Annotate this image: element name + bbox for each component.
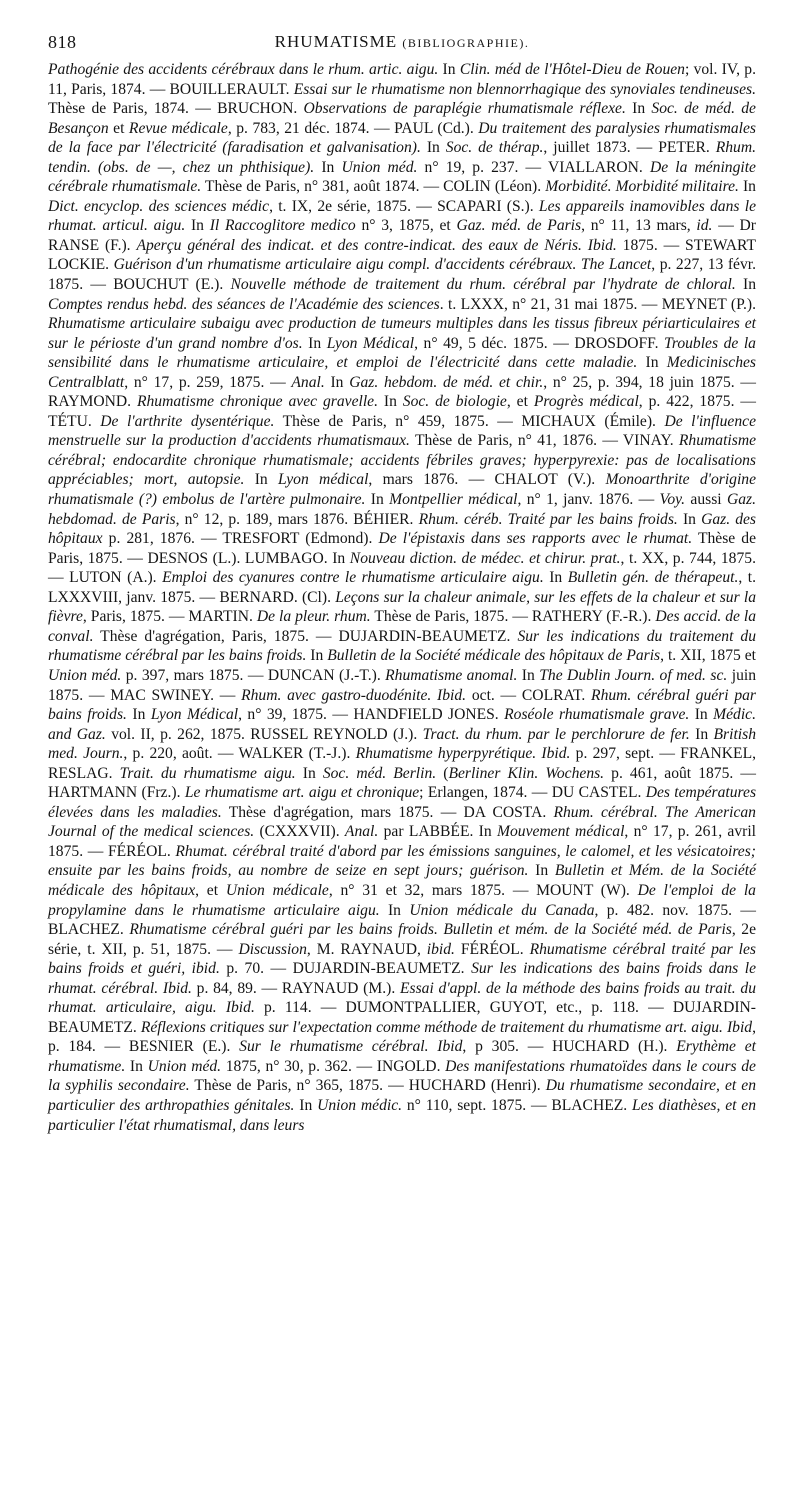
italic-text-segment: Rhum. cérébral. The American Journal of the medical sciences. (48, 803, 756, 841)
italic-text-segment: Soc. de biologie (402, 393, 507, 411)
text-segment: , n° 25, p. 394, 18 juin 1875. — RAYMOND. (48, 373, 756, 411)
text-segment: , p. 422, 1875. — TÉTU. (48, 393, 756, 430)
text-segment: , t. LXXXVIII, janv. 1875. — BERNARD. (Cl). (48, 569, 757, 606)
italic-text-segment: Rhum. céréb. Traité par les bains froids. (418, 510, 678, 528)
text-segment: , n° 31 et 32, mars 1875. — MOUNT (W). (328, 881, 638, 899)
text-segment: In (377, 393, 403, 411)
italic-text-segment: Bulletin de la Société médicale des hôpitaux de Paris (327, 647, 661, 665)
running-title-main: RHUMATISME (274, 32, 398, 51)
italic-text-segment: id. (696, 217, 713, 235)
italic-text-segment: Voy. (659, 491, 686, 509)
italic-text-segment: Clin. méd de l'Hôtel-Dieu de Rouen (459, 61, 685, 78)
italic-text-segment: Rhumatisme articulaire subaigu avec production de tumeurs multiples dans les tissus fibreux périarticulaires et sur le périoste d'un grand nombre d'os. (48, 315, 756, 352)
italic-text-segment: Erythème et rhumatisme. (48, 1038, 756, 1075)
italic-text-segment: Rhumatisme cérébral; endocardite chronique rhumatismale; accidents fébriles graves; hyperpyrexie: pas de localisations appréciables; mort, autopsie. (48, 432, 756, 489)
italic-text-segment: De la méningite cérébrale rhumatismale. (48, 158, 756, 196)
italic-text-segment: British med. Journ. (48, 725, 756, 763)
text-segment: Thèse de Paris, n° 459, 1875. — MICHAUX (Émile). (274, 412, 665, 430)
italic-text-segment: Mouvement médical (497, 823, 625, 841)
text-segment: , n° 39, 1875. — HANDFIELD JONES. (238, 706, 505, 724)
italic-text-segment: Union médicale (225, 881, 329, 899)
text-segment: p. 114. — DUMONTPALLIER, GUYOT, etc., p. 118. — DUJARDIN-BEAUMETZ. (48, 999, 756, 1036)
italic-text-segment: Roséole rhumatismale grave. (504, 706, 690, 724)
italic-text-segment: Essai d'appl. de la méthode des bains froids au trait. du rhumat. articulaire, aigu. Ibid. (48, 979, 756, 1017)
text-segment: , et (506, 393, 534, 411)
text-segment: ; vol. IV, p. 11, Paris, 1874. — BOUILLERAULT. (48, 61, 756, 98)
italic-text-segment: Gaz. des hôpitaux (48, 510, 756, 548)
text-segment: , 2e série, t. XII, p. 51, 1875. — (48, 921, 757, 958)
italic-text-segment: Lyon Médical (150, 706, 239, 724)
text-segment: Thèse de Paris, 1875. — DESNOS (L.). LUMBAGO. In (48, 530, 757, 567)
italic-text-segment: Lyon médical (278, 471, 369, 489)
italic-text-segment: De la pleur. rhum. (256, 608, 371, 626)
italic-text-segment: Leçons sur la chaleur animale, sur les effets de la chaleur et sur la fièvre (48, 588, 757, 626)
italic-text-segment: Rhumat. cérébral traité d'abord par les émissions sanguines, le calomel, et les vésicatoires; ensuite par les bains froids, au nombre de seize en sept jours; guérison. (48, 842, 756, 880)
text-segment: , Paris, 1875. — MARTIN. (82, 608, 257, 626)
text-segment: , p 305. — HUCHARD (H.). (462, 1038, 677, 1056)
text-segment: In (689, 725, 714, 743)
text-segment: , n° 17, p. 261, avril 1875. — FÉRÉOL. (48, 823, 756, 860)
text-segment: 1875, n° 30, p. 362. — INGOLD. (221, 1057, 446, 1075)
italic-text-segment: Nouvelle méthode de traitement du rhum. cérébral par l'hydrate de chloral. (230, 276, 736, 294)
text-segment: Thèse d'agrégation, Paris, 1875. — DUJARDIN-BEAUMETZ. (93, 627, 518, 645)
italic-text-segment: Union méd. (147, 1057, 222, 1075)
running-title-subtitle: (BIBLIOGRAPHIE). (402, 36, 530, 50)
text-segment: , p. 227, 13 févr. 1875. — BOUCHUT (E.). (48, 256, 756, 294)
italic-text-segment: Rhumatisme cérébral traité par les bains froids et guéri, ibid. (48, 940, 756, 978)
text-segment: Thèse de Paris, n° 365, 1875. — HUCHARD (Henri). (189, 1077, 546, 1095)
text-segment: p. 397, mars 1875. — DUNCAN (J.-T.). (121, 666, 386, 684)
text-segment: et (108, 119, 129, 137)
italic-text-segment: Gaz. méd. de Paris (456, 217, 582, 235)
italic-text-segment: Soc. méd. Berlin. (322, 764, 437, 782)
italic-text-segment: Troubles de la sensibilité dans le rhumatisme articulaire, et emploi de l'électricité dans cette maladie. (48, 334, 756, 372)
text-segment: 1875. — STEWART LOCKIE. (48, 236, 757, 274)
text-segment: In (517, 666, 540, 684)
text-segment: ; Erlangen, 1874. — DU CASTEL. (419, 784, 646, 802)
italic-text-segment: Médic. and Gaz. (48, 706, 757, 743)
italic-text-segment: Trait. du rhumatisme aigu. (119, 764, 296, 782)
text-segment: juin 1875. — MAC SWINEY. — (48, 666, 756, 704)
text-segment: , n° 17, p. 259, 1875. — (124, 373, 292, 391)
text-segment: FÉRÉOL. (454, 940, 530, 958)
text-segment: Thèse de Paris, 1875. — RATHERY (F.-R.). (370, 608, 656, 626)
italic-text-segment: Observations de paraplégie rhumatismale réflexe. (303, 100, 626, 118)
italic-text-segment: Anal. (291, 373, 325, 391)
italic-text-segment: ibid. (426, 940, 455, 958)
italic-text-segment: De l'épistaxis dans ses rapports avec le rhumat. (378, 530, 693, 548)
text-segment: In (637, 354, 667, 372)
text-segment: aussi (685, 491, 727, 509)
italic-text-segment: Discussion (238, 940, 307, 958)
italic-text-segment: Rhumatisme cérébral guéri par les bains froids. Bulletin et mém. de la Société méd. de Paris (129, 921, 732, 939)
italic-text-segment: Morbidité. Morbidité militaire. (545, 178, 739, 196)
italic-text-segment: Union médicale du Canada (409, 901, 595, 919)
text-segment: p. 84, 89. — RAYNAUD (M.). (191, 979, 400, 997)
text-segment: In (244, 471, 279, 489)
italic-text-segment: Essai sur le rhumatisme non blennorrhagique des synoviales tendineuses. (293, 80, 756, 98)
italic-text-segment: Union méd. (48, 666, 122, 684)
text-segment: In (420, 139, 446, 157)
text-segment: par LABBÉE. In (378, 823, 497, 841)
italic-text-segment: Soc. de thérap. (445, 139, 544, 157)
text-segment: In (324, 373, 350, 391)
text-segment: In (302, 334, 327, 352)
text-segment: In (625, 100, 652, 118)
text-segment: Thèse de Paris, n° 381, août 1874. — COLIN (Léon). (201, 178, 546, 196)
text-segment: , et (195, 881, 226, 899)
italic-text-segment: The Dublin Journ. of med. sc. (539, 666, 728, 684)
text-segment: In (528, 862, 555, 880)
text-segment: , t. XX, p. 744, 1875. — LUTON (A.). (48, 549, 756, 587)
italic-text-segment: Les diathèses, et en particulier l'état rhumatismal, dans leurs (48, 1096, 756, 1134)
text-segment: n° 3, 1875, et (355, 217, 457, 235)
italic-text-segment: Union méd. (341, 158, 418, 176)
text-segment: In (295, 764, 323, 782)
text-segment: , n° 12, p. 189, mars 1876. BÉHIER. (175, 510, 419, 528)
italic-text-segment: Monoarthrite d'origine rhumatismale (?) embolus de l'artère pulmonaire. (48, 471, 757, 509)
italic-text-segment: Rhumatisme hyperpyrétique. Ibid. (355, 745, 571, 763)
text-segment: p. 281, 1876. — TRESFORT (Edmond). (102, 530, 379, 548)
running-title (48, 32, 756, 52)
italic-text-segment: Gaz. hebdomad. de Paris (48, 491, 756, 528)
text-segment: , n° 49, 5 déc. 1875. — DROSDOFF. (414, 334, 665, 352)
bibliography-text (48, 60, 756, 1135)
text-segment: Thèse de Paris, n° 41, 1876. — VINAY. (409, 432, 679, 450)
italic-text-segment: Emploi des cyanures contre le rhumatisme articulaire aigu. (162, 569, 544, 587)
running-header (48, 30, 756, 60)
text-segment: In (365, 491, 390, 509)
text-segment: , n° 1, janv. 1876. — (517, 491, 660, 509)
text-segment: In (735, 276, 756, 294)
text-segment: , t. IX, 2e série, 1875. — SCAPARI (S.). (269, 197, 539, 215)
text-segment: In (438, 61, 460, 78)
italic-text-segment: Lyon Médical (326, 334, 415, 352)
italic-text-segment: Bulletin gén. de thérapeut. (567, 569, 739, 587)
text-segment: In (689, 706, 714, 724)
text-segment: n° 19, p. 237. — VIALLARON. (417, 158, 650, 176)
italic-text-segment: Montpellier médical (389, 491, 518, 509)
italic-text-segment: Des manifestations rhumatoïdes dans le cours de la syphilis secondaire. (48, 1057, 756, 1095)
italic-text-segment: Des températures élevées dans les maladies. (48, 784, 757, 821)
italic-text-segment: Réflexions critiques sur l'expectation comme méthode de traitement du rhumatisme art. aigu. Ibid (140, 1018, 753, 1036)
text-segment: (CXXXVII). (254, 823, 345, 841)
italic-text-segment: Des accid. de la conval. (48, 608, 757, 645)
text-segment: p. 461, août 1875. — HARTMANN (Frz.). (48, 764, 756, 802)
italic-text-segment: Il Raccoglitore medico (209, 217, 356, 235)
text-segment: , M. RAYNAUD, (306, 940, 427, 958)
text-segment: In (677, 510, 702, 528)
text-segment: In (543, 569, 568, 587)
text-segment: , t. XII, 1875 et (660, 647, 756, 665)
italic-text-segment: Soc. de méd. de Besançon (48, 100, 756, 137)
italic-text-segment: Gaz. hebdom. de méd. et chir. (349, 373, 544, 391)
text-segment: In (126, 706, 151, 724)
text-segment: — Dr RANSE (F.). (48, 217, 756, 254)
text-segment: In (314, 158, 342, 176)
text-segment: Thèse d'agrégation, mars 1875. — DA COSTA. (221, 803, 554, 821)
italic-text-segment: Du traitement des paralysies rhumatismales de la face par l'électricité (faradisation et galvanisation). (48, 119, 756, 157)
text-segment: , p. 783, 21 déc. 1874. — PAUL (Cd.). (227, 119, 479, 137)
text-segment: vol. II, p. 262, 1875. RUSSEL REYNOLD (J.). (105, 725, 423, 743)
italic-text-segment: Dict. encyclop. des sciences médic (48, 197, 270, 215)
text-segment: , p. 482. nov. 1875. — BLACHEZ. (48, 901, 756, 939)
italic-text-segment: Medicinisches Centralblatt (48, 354, 756, 391)
text-segment: oct. — COLRAT. (466, 686, 592, 704)
italic-text-segment: Berliner Klin. Wochens. (448, 764, 605, 782)
italic-text-segment: De l'emploi de la propylamine dans le rhumatisme articulaire aigu. (48, 881, 756, 919)
text-segment: In (294, 1096, 318, 1114)
page-number: 818 (48, 32, 77, 52)
text-segment: p. 70. — DUJARDIN-BEAUMETZ. (219, 960, 472, 978)
text-segment: In (125, 1057, 148, 1075)
italic-text-segment: Aperçu général des indicat. et des contre-indicat. des eaux de Néris. Ibid. (136, 236, 617, 254)
text-segment: In (185, 217, 210, 235)
italic-text-segment: Sur le rhumatisme cérébral. Ibid (239, 1038, 463, 1056)
italic-text-segment: De l'arthrite dysentérique. (100, 412, 275, 430)
text-segment: ( (436, 764, 449, 782)
italic-text-segment: Progrès médical (533, 393, 639, 411)
italic-text-segment: Bulletin et Mém. de la Société médicale des hôpitaux (48, 862, 756, 899)
text-segment: p. 297, sept. — FRANKEL, RESLAG. (48, 745, 756, 782)
italic-text-segment: Tract. du rhum. par le perchlorure de fer. (422, 725, 690, 743)
italic-text-segment: Sur les indications des bains froids dans le rhumat. cérébral. Ibid. (48, 960, 756, 997)
text-segment: In (738, 178, 756, 196)
italic-text-segment: Les appareils inamovibles dans le rhumat. articul. aigu. (48, 197, 756, 235)
italic-text-segment: Rhumatisme chronique avec gravelle. (136, 393, 378, 411)
italic-text-segment: Anal. (344, 823, 379, 841)
italic-text-segment: Rhum. cérébral guéri par bains froids. (48, 686, 756, 724)
italic-text-segment: Rhum. tendin. (obs. de —, chez un phthisique). (48, 139, 756, 176)
italic-text-segment: Comptes rendus hebd. des séances de l'Académie des sciences (48, 295, 440, 313)
italic-text-segment: Guérison d'un rhumatisme articulaire aigu compl. d'accidents cérébraux. The Lancet (113, 256, 652, 274)
text-segment: , p. 220, août. — WALKER (T.-J.). (123, 745, 356, 763)
italic-text-segment: Nouveau diction. de médec. et chirur. prat. (349, 549, 621, 567)
italic-text-segment: Rhumatisme anomal. (385, 666, 518, 684)
text-segment: , juillet 1873. — PETER. (543, 139, 716, 157)
italic-text-segment: Pathogénie des accidents cérébraux dans le rhum. artic. aigu. (48, 61, 439, 78)
text-segment: , p. 184. — BESNIER (E.). (48, 1018, 757, 1056)
text-segment: , mars 1876. — CHALOT (V.). (368, 471, 606, 489)
document-page (48, 30, 756, 1135)
italic-text-segment: De l'influence menstruelle sur la production d'accidents rhumatismaux. (48, 412, 756, 450)
italic-text-segment: Revue médicale (128, 119, 228, 137)
italic-text-segment: Rhum. avec gastro-duodénite. Ibid. (241, 686, 467, 704)
text-segment: In (379, 901, 410, 919)
italic-text-segment: Union médic. (317, 1096, 403, 1114)
italic-text-segment: Le rhumatisme art. aigu et chronique (184, 784, 420, 802)
text-segment: n° 110, sept. 1875. — BLACHEZ. (402, 1096, 632, 1114)
italic-text-segment: Sur les indications du traitement du rhumatisme cérébral par les bains froids. (48, 627, 756, 665)
text-segment: Thèse de Paris, 1874. — BRUCHON. (48, 100, 304, 118)
text-segment: In (306, 647, 328, 665)
text-segment: , n° 11, 13 mars, (581, 217, 697, 235)
text-segment: . t. LXXX, n° 21, 31 mai 1875. — MEYNET (P.). (439, 295, 757, 313)
italic-text-segment: Du rhumatisme secondaire, et en particulier des arthropathies génitales. (48, 1077, 756, 1114)
